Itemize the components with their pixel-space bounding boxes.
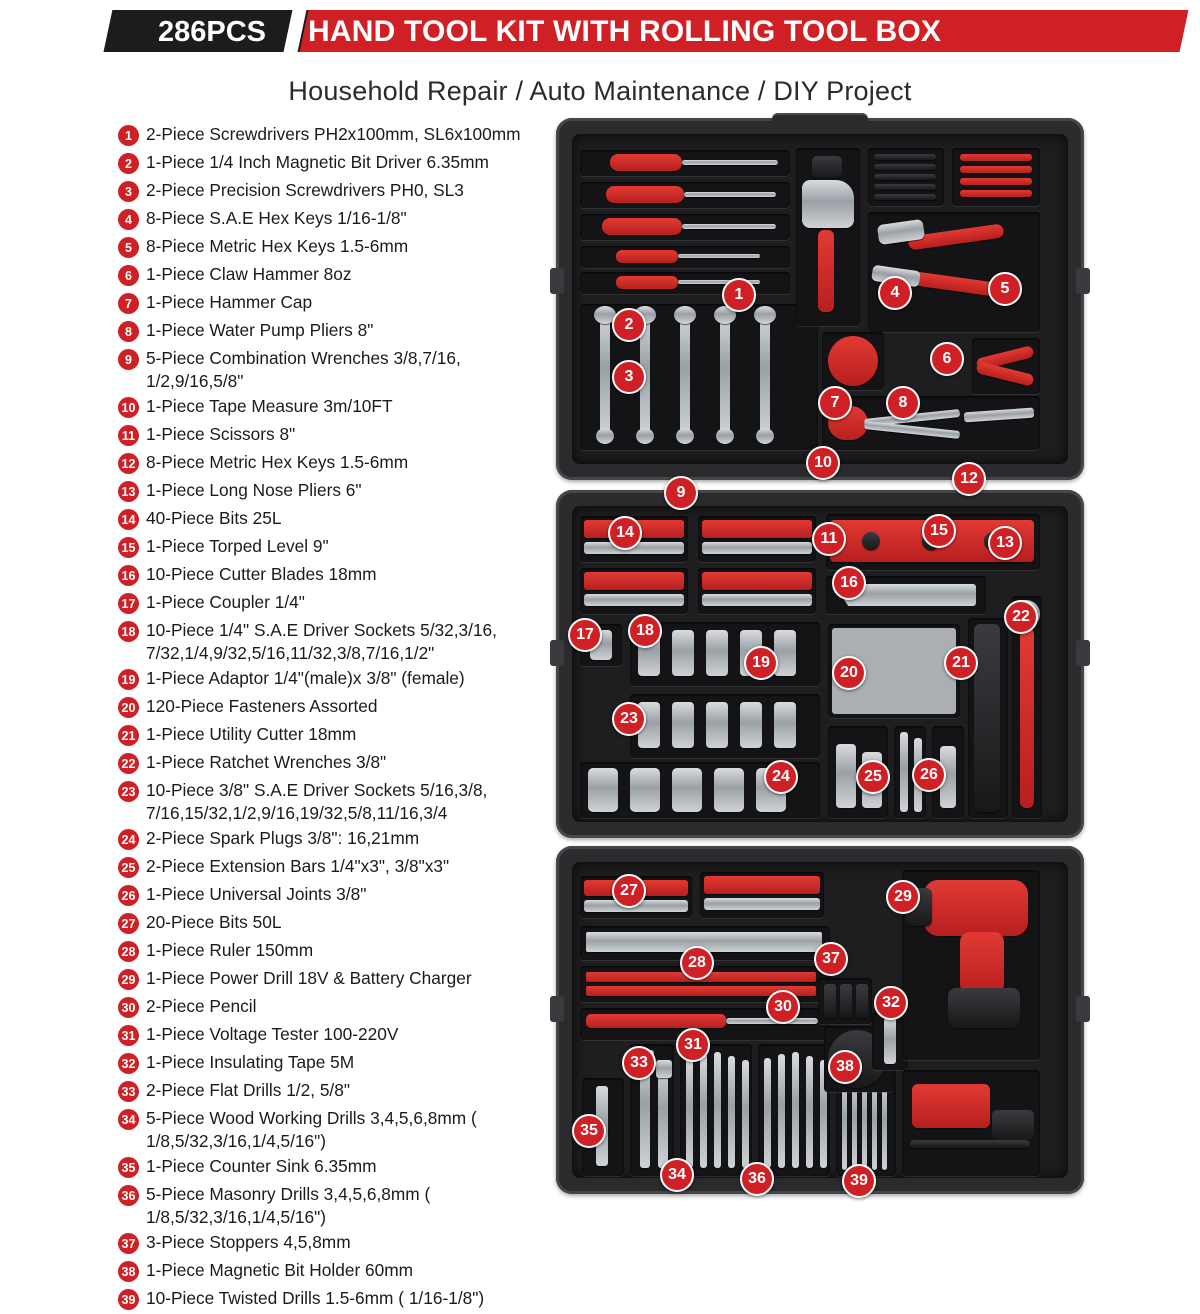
list-item-number: 1 (118, 125, 139, 146)
list-item (118, 666, 538, 693)
list-item-label: 5-Piece Combination Wrenches 3/8,7/16, 1/2,9/16,5/8" (146, 348, 461, 391)
socket-large (630, 768, 660, 812)
combination-wrench (680, 310, 690, 436)
power-drill-battery (948, 988, 1020, 1028)
wrench-ring-end (754, 306, 776, 324)
callout-12: 12 (952, 462, 986, 496)
socket (740, 702, 762, 748)
hex-key (960, 154, 1032, 161)
precision-screwdriver (616, 276, 678, 289)
list-item-label: 1-Piece Claw Hammer 8oz (146, 264, 352, 284)
list-item-label: 1-Piece Power Drill 18V & Battery Charger (146, 968, 472, 988)
callout-7: 7 (818, 386, 852, 420)
socket (672, 630, 694, 676)
callout-15: 15 (922, 514, 956, 548)
list-item (118, 178, 538, 205)
list-item-label: 2-Piece Flat Drills 1/2, 5/8" (146, 1080, 350, 1100)
socket (706, 630, 728, 676)
list-item-number: 23 (118, 781, 139, 802)
list-item-label: 5-Piece Wood Working Drills 3,4,5,6,8mm ( 1/8,5/32,3/16,1/4,5/16") (146, 1108, 477, 1151)
bit-holder-strip (702, 572, 812, 590)
screwdriver-shaft (682, 224, 776, 229)
list-item (118, 562, 538, 589)
list-item (118, 854, 538, 881)
bits-row (702, 542, 812, 554)
callout-31: 31 (676, 1028, 710, 1062)
power-drill-grip (960, 932, 1004, 994)
callout-1: 1 (722, 278, 756, 312)
pcs-badge: 286PCS (157, 16, 266, 48)
callout-37: 37 (814, 942, 848, 976)
callout-28: 28 (680, 946, 714, 980)
screwdriver-handle (602, 218, 682, 235)
list-item-label: 2-Piece Pencil (146, 996, 257, 1016)
combination-wrench (720, 310, 730, 436)
hex-key (960, 190, 1032, 197)
list-item (118, 590, 538, 617)
list-item (118, 290, 538, 317)
list-item (118, 1106, 538, 1153)
hex-key (874, 164, 936, 170)
list-item (118, 1154, 538, 1181)
list-item (118, 122, 538, 149)
stopper (824, 984, 836, 1018)
magnetic-bit-holder (884, 1018, 896, 1064)
tray-latch-left (550, 996, 564, 1022)
callout-10: 10 (806, 446, 840, 480)
hex-key (874, 174, 936, 180)
list-item-label: 10-Piece 3/8" S.A.E Driver Sockets 5/16,3/8, 7/16,15/32,1/2,9/16,19/32,5/8,11/16,3/4 (146, 780, 488, 823)
callout-17: 17 (568, 618, 602, 652)
list-item (118, 478, 538, 505)
list-item-number: 39 (118, 1289, 139, 1310)
wrench-open-end (636, 428, 654, 444)
hex-key (874, 194, 936, 200)
tray-latch-left (550, 640, 564, 666)
list-item-number: 5 (118, 237, 139, 258)
wrench-open-end (676, 428, 694, 444)
charger-cable (910, 1140, 1030, 1148)
list-item-number: 24 (118, 829, 139, 850)
list-item (118, 618, 538, 665)
list-item-number: 30 (118, 997, 139, 1018)
list-item-number: 17 (118, 593, 139, 614)
list-item-label: 1-Piece Utility Cutter 18mm (146, 724, 357, 744)
page-title: HAND TOOL KIT WITH ROLLING TOOL BOX (308, 15, 942, 48)
callout-27: 27 (612, 874, 646, 908)
list-item (118, 1182, 538, 1229)
callout-8: 8 (886, 386, 920, 420)
list-item (118, 826, 538, 853)
callout-16: 16 (832, 566, 866, 600)
callout-29: 29 (886, 880, 920, 914)
callout-30: 30 (766, 990, 800, 1024)
bits-row (702, 594, 812, 606)
tray-latch-right (1076, 640, 1090, 666)
callout-14: 14 (608, 516, 642, 550)
wood-drill (728, 1056, 735, 1168)
callout-18: 18 (628, 614, 662, 648)
list-item-number: 8 (118, 321, 139, 342)
list-item-label: 20-Piece Bits 50L (146, 912, 282, 932)
list-item (118, 318, 538, 345)
list-item-label: 2-Piece Spark Plugs 3/8": 16,21mm (146, 828, 420, 848)
list-item-number: 16 (118, 565, 139, 586)
list-item (118, 262, 538, 289)
list-item (118, 1050, 538, 1077)
masonry-drill (792, 1052, 799, 1168)
wrench-ring-end (674, 306, 696, 324)
callout-6: 6 (930, 342, 964, 376)
list-item-number: 7 (118, 293, 139, 314)
list-item-number: 38 (118, 1261, 139, 1282)
tape-measure (828, 336, 878, 386)
hex-key (874, 154, 936, 160)
list-item (118, 1078, 538, 1105)
list-item-number: 22 (118, 753, 139, 774)
list-item-number: 35 (118, 1157, 139, 1178)
list-item-label: 120-Piece Fasteners Assorted (146, 696, 378, 716)
bits-row (704, 898, 820, 910)
list-item-label: 10-Piece Twisted Drills 1.5-6mm ( 1/16-1/8") (146, 1288, 485, 1308)
list-item-number: 15 (118, 537, 139, 558)
list-item-label: 1-Piece Long Nose Pliers 6" (146, 480, 362, 500)
list-item (118, 750, 538, 777)
tray-latch-left (550, 268, 564, 294)
list-item-label: 2-Piece Extension Bars 1/4"x3", 3/8"x3" (146, 856, 450, 876)
precision-screwdriver (616, 250, 678, 263)
page-subtitle: Household Repair / Auto Maintenance / DIY Project (288, 76, 912, 106)
contents-list (118, 122, 538, 1314)
screwdriver-shaft (684, 192, 776, 197)
stopper (856, 984, 868, 1018)
callout-4: 4 (878, 276, 912, 310)
combination-wrench (600, 310, 610, 436)
list-item (118, 966, 538, 993)
callout-11: 11 (812, 522, 846, 556)
list-item (118, 1230, 538, 1257)
list-item (118, 450, 538, 477)
list-item-number: 25 (118, 857, 139, 878)
list-item-label: 1-Piece Tape Measure 3m/10FT (146, 396, 393, 416)
wood-drill (714, 1052, 721, 1168)
list-item-number: 3 (118, 181, 139, 202)
tray-latch-right (1076, 996, 1090, 1022)
list-item-number: 13 (118, 481, 139, 502)
list-item-number: 32 (118, 1053, 139, 1074)
screwdriver-handle (606, 186, 684, 203)
callout-20: 20 (832, 656, 866, 690)
power-drill-body (924, 880, 1028, 936)
list-item-label: 1-Piece Voltage Tester 100-220V (146, 1024, 399, 1044)
list-item-label: 1-Piece Adaptor 1/4"(male)x 3/8" (female) (146, 668, 465, 688)
list-item-number: 18 (118, 621, 139, 642)
tray-bottom (556, 846, 1084, 1194)
list-item-label: 10-Piece 1/4" S.A.E Driver Sockets 5/32,3/16, 7/32,1/4,9/32,5/16,11/32,3/8,7/16,1/2" (146, 620, 497, 663)
bit-holder-strip (702, 520, 812, 538)
tray-bottom-inner (572, 862, 1068, 1178)
list-item-label: 1-Piece Ruler 150mm (146, 940, 314, 960)
list-item-label: 1-Piece 1/4 Inch Magnetic Bit Driver 6.35mm (146, 152, 489, 172)
socket (774, 702, 796, 748)
callout-2: 2 (612, 308, 646, 342)
hammer-handle (818, 230, 834, 312)
list-item-label: 8-Piece Metric Hex Keys 1.5-6mm (146, 452, 409, 472)
list-item-label: 1-Piece Torped Level 9" (146, 536, 329, 556)
socket (672, 702, 694, 748)
list-item (118, 1258, 538, 1285)
list-item (118, 722, 538, 749)
list-item-number: 10 (118, 397, 139, 418)
callout-25: 25 (856, 760, 890, 794)
hex-key (874, 184, 936, 190)
list-item-number: 28 (118, 941, 139, 962)
header-banner (0, 0, 1200, 62)
list-item-label: 1-Piece Insulating Tape 5M (146, 1052, 355, 1072)
stopper (840, 984, 852, 1018)
wrench-open-end (596, 428, 614, 444)
callout-3: 3 (612, 360, 646, 394)
masonry-drill (778, 1054, 785, 1168)
list-item (118, 506, 538, 533)
callout-32: 32 (874, 986, 908, 1020)
flat-drill-tip (656, 1060, 672, 1078)
screwdriver-handle (610, 154, 682, 171)
hex-key (960, 166, 1032, 173)
callout-9: 9 (664, 476, 698, 510)
list-item-number: 31 (118, 1025, 139, 1046)
socket (706, 702, 728, 748)
list-item (118, 778, 538, 825)
list-item (118, 910, 538, 937)
list-item (118, 534, 538, 561)
list-item-number: 4 (118, 209, 139, 230)
list-item-label: 1-Piece Scissors 8" (146, 424, 296, 444)
bit-holder-strip (584, 572, 684, 590)
list-item (118, 422, 538, 449)
list-item-number: 19 (118, 669, 139, 690)
ratchet-handle (1020, 628, 1034, 808)
combination-wrench (760, 310, 770, 436)
level-vial (862, 532, 880, 550)
callout-5: 5 (988, 272, 1022, 306)
list-item-number: 34 (118, 1109, 139, 1130)
charger (992, 1110, 1034, 1140)
wrench-open-end (716, 428, 734, 444)
list-item-label: 1-Piece Water Pump Pliers 8" (146, 320, 374, 340)
socket-large (588, 768, 618, 812)
list-item (118, 1022, 538, 1049)
list-item-label: 5-Piece Masonry Drills 3,4,5,6,8mm ( 1/8,5/32,3/16,1/4,5/16") (146, 1184, 431, 1227)
voltage-tester-handle (586, 1014, 726, 1028)
socket (774, 630, 796, 676)
callout-23: 23 (612, 702, 646, 736)
list-item (118, 694, 538, 721)
list-item-label: 1-Piece Magnetic Bit Holder 60mm (146, 1260, 414, 1280)
list-item (118, 1286, 538, 1313)
precision-screwdriver-shaft (678, 254, 760, 258)
callout-26: 26 (912, 758, 946, 792)
callout-33: 33 (622, 1046, 656, 1080)
list-item-label: 1-Piece Hammer Cap (146, 292, 313, 312)
callout-13: 13 (988, 526, 1022, 560)
wrench-open-end (756, 428, 774, 444)
list-item-label: 2-Piece Screwdrivers PH2x100mm, SL6x100mm (146, 124, 521, 144)
list-item-number: 12 (118, 453, 139, 474)
callout-24: 24 (764, 760, 798, 794)
callout-34: 34 (660, 1158, 694, 1192)
list-item-label: 2-Piece Precision Screwdrivers PH0, SL3 (146, 180, 464, 200)
list-item (118, 394, 538, 421)
bits-row (584, 594, 684, 606)
list-item-label: 1-Piece Universal Joints 3/8" (146, 884, 367, 904)
wood-drill (686, 1058, 693, 1168)
hammer-head (802, 180, 854, 228)
list-item (118, 150, 538, 177)
list-item-label: 3-Piece Stoppers 4,5,8mm (146, 1232, 351, 1252)
tool-kit-photo (548, 118, 1088, 1193)
list-item-label: 8-Piece S.A.E Hex Keys 1/16-1/8" (146, 208, 407, 228)
spark-plug-socket (836, 744, 856, 808)
tray-handle (772, 113, 868, 127)
wood-drill (700, 1054, 707, 1168)
list-item (118, 994, 538, 1021)
list-item-number: 14 (118, 509, 139, 530)
list-item (118, 346, 538, 393)
list-item-label: 8-Piece Metric Hex Keys 1.5-6mm (146, 236, 409, 256)
socket-large (714, 768, 744, 812)
list-item-label: 1-Piece Counter Sink 6.35mm (146, 1156, 377, 1176)
screwdriver-shaft (682, 160, 778, 165)
list-item-number: 26 (118, 885, 139, 906)
utility-cutter (974, 624, 1000, 812)
tray-latch-right (1076, 268, 1090, 294)
callout-36: 36 (740, 1162, 774, 1196)
callout-39: 39 (842, 1164, 876, 1198)
bit-holder-strip (704, 876, 820, 894)
list-item-number: 11 (118, 425, 139, 446)
list-item (118, 206, 538, 233)
list-item-number: 2 (118, 153, 139, 174)
list-item-label: 10-Piece Cutter Blades 18mm (146, 564, 377, 584)
extension-bar (900, 732, 908, 812)
masonry-drill (806, 1056, 813, 1168)
list-item-label: 1-Piece Coupler 1/4" (146, 592, 305, 612)
wood-drill (742, 1060, 749, 1168)
list-item-number: 37 (118, 1233, 139, 1254)
list-item-number: 36 (118, 1185, 139, 1206)
list-item-label: 1-Piece Ratchet Wrenches 3/8" (146, 752, 387, 772)
callout-21: 21 (944, 646, 978, 680)
list-item (118, 938, 538, 965)
callout-19: 19 (744, 646, 778, 680)
list-item (118, 234, 538, 261)
list-item-number: 29 (118, 969, 139, 990)
callout-35: 35 (572, 1114, 606, 1148)
list-item-number: 20 (118, 697, 139, 718)
battery-pack (912, 1084, 990, 1128)
list-item-number: 9 (118, 349, 139, 370)
socket-large (672, 768, 702, 812)
list-item-number: 33 (118, 1081, 139, 1102)
list-item-label: 40-Piece Bits 25L (146, 508, 282, 528)
callout-22: 22 (1004, 600, 1038, 634)
list-item-number: 6 (118, 265, 139, 286)
hammer-cap (812, 156, 842, 178)
callout-38: 38 (828, 1050, 862, 1084)
list-item-number: 21 (118, 725, 139, 746)
list-item (118, 882, 538, 909)
list-item-number: 27 (118, 913, 139, 934)
hex-key (960, 178, 1032, 185)
masonry-drill (764, 1058, 771, 1168)
